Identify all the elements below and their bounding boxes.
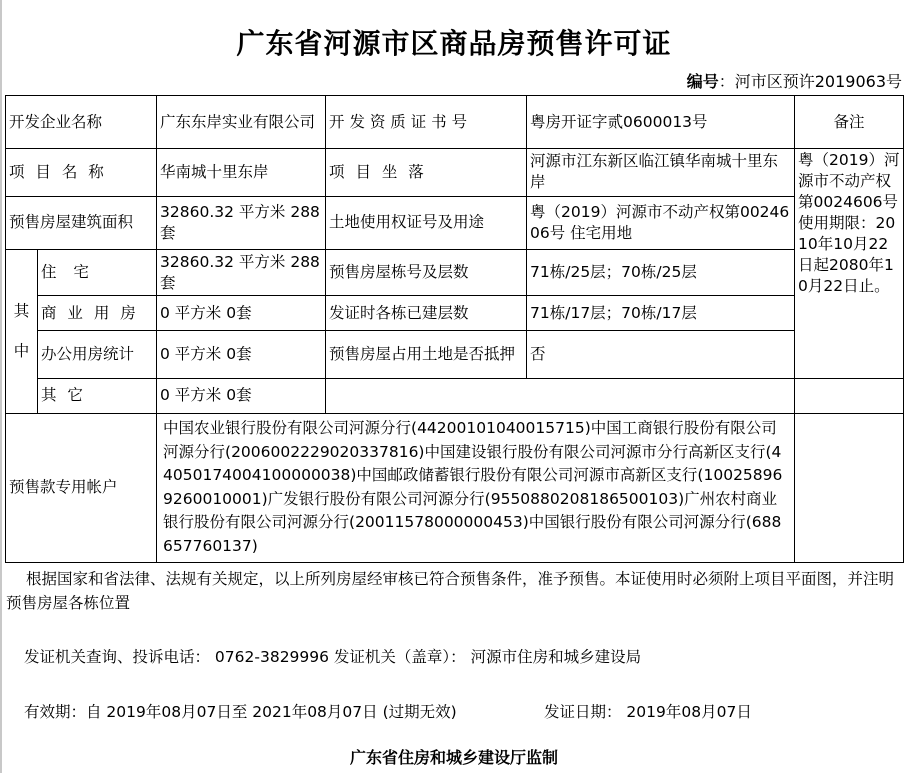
qualification-value: 粤房开证字贰0600013号 [527,96,795,149]
account-value: 中国农业银行股份有限公司河源分行(44200101040015715)中国工商银行股份有限公司河源分行(2006002229020337816)中国建设银行股份有限公司河源市分行高新区支行(44050174004100000038)中国邮政储蓄银行股份有限公司河源市高新区支行(100258969260010001)广发银行股份有限公司河源分行(9550880208186500103)广州农村商业银行股份有限公司河源分行(20011578000000453)中国银行股份有限公司河源分行(688657760137) [157,413,795,562]
built-floors-value: 71栋/17层；70栋/17层 [527,296,795,331]
mortgage-value: 否 [527,331,795,378]
presale-area-value: 32860.32 平方米 288套 [157,196,326,249]
land-cert-value: 粤（2019）河源市不动产权第0024606号 住宅用地 [527,196,795,249]
built-floors-label: 发证时各栋已建层数 [326,296,527,331]
commercial-label: 商 业 用 房 [38,296,157,331]
certificate-number-value: ：河市区预许2019063号 [718,72,902,91]
developer-value: 广东东岸实业有限公司 [157,96,326,149]
other-value: 0 平方米 0套 [157,378,326,413]
footer-supervisor: 广东省住房和城乡建设厅监制 [349,748,558,767]
blank-cell [326,378,795,413]
issue-date-line: 发证日期： 2019年08月07日 [544,703,752,721]
statement: 根据国家和省法律、法规有关规定，以上所列房屋经审核已符合预售条件，准予预售。本证使用时必须附上项目平面图，并注明预售房屋各栋位置 [6,570,895,612]
certificate-number [687,69,902,92]
office-label: 办公用房统计 [38,331,157,378]
location-label: 项 目 坐 落 [326,149,527,196]
presale-area-label: 预售房屋建筑面积 [6,196,157,249]
remark-value: 粤（2019）河源市不动产权第0024606号使用期限：2010年10月22日起2080年10月22日止。 [795,149,904,378]
certificate-number-label: 编号 [686,72,719,91]
developer-label: 开发企业名称 [6,96,157,149]
other-label: 其 它 [38,378,157,413]
page-title: 广东省河源市区商品房预售许可证 [236,27,672,60]
project-name-label: 项 目 名 称 [6,149,157,196]
account-label: 预售款专用帐户 [6,413,157,562]
land-cert-label: 土地使用权证号及用途 [326,196,527,249]
location-value: 河源市江东新区临江镇华南城十里东岸 [527,149,795,196]
left-edge-rule [0,0,2,773]
office-value: 0 平方米 0套 [157,331,326,378]
of-which-label: 其中 [6,249,38,413]
residential-value: 32860.32 平方米 288套 [157,249,326,295]
buildings-label: 预售房屋栋号及层数 [326,249,527,295]
validity-line: 有效期：自 2019年08月07日至 2021年08月07日 (过期无效) [24,703,457,721]
permit-table [5,95,904,563]
remark-label: 备注 [795,96,904,149]
mortgage-label: 预售房屋占用土地是否抵押 [326,331,527,378]
contact-line: 发证机关查询、投诉电话： 0762-3829996 发证机关（盖章）： 河源市住房和城乡建设局 [24,648,642,666]
qualification-label: 开 发 资 质 证 书 号 [326,96,527,149]
commercial-value: 0 平方米 0套 [157,296,326,331]
validity-row [24,700,904,724]
residential-label: 住 宅 [38,249,157,295]
buildings-value: 71栋/25层；70栋/25层 [527,249,795,295]
account-remark-blank [795,413,904,562]
project-name-value: 华南城十里东岸 [157,149,326,196]
